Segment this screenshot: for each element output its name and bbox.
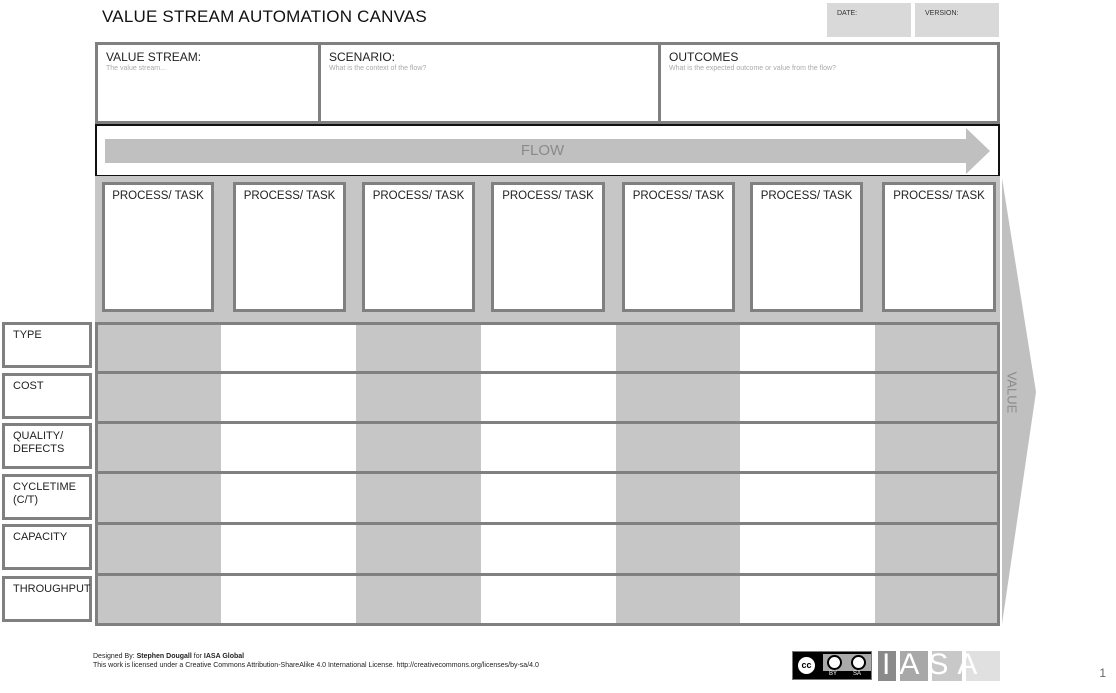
grid-column-shade	[616, 324, 740, 624]
row-label-type: TYPE	[2, 322, 92, 368]
process-task-6[interactable]	[750, 182, 863, 312]
process-task-label: PROCESS/ TASK	[893, 190, 985, 202]
flow-label: FLOW	[520, 142, 565, 159]
designer-name: Stephen Dougall	[136, 653, 192, 660]
process-task-label: PROCESS/ TASK	[632, 190, 725, 202]
logo-text: IASA	[882, 651, 987, 681]
designed-by-prefix: Designed By:	[93, 653, 135, 660]
canvas-title: VALUE STREAM AUTOMATION CANVAS	[102, 7, 427, 26]
scenario-hint: What is the context of the flow?	[329, 65, 427, 72]
scenario-label: SCENARIO:	[329, 50, 396, 64]
value-stream-hint: The value stream...	[106, 65, 166, 72]
date-label: DATE:	[837, 10, 858, 17]
row-label-cycletime: CYCLETIME (C/T)	[2, 474, 92, 520]
scenario-box[interactable]	[318, 42, 661, 124]
cc-sa-text: SA	[853, 671, 862, 677]
process-task-label: PROCESS/ TASK	[502, 190, 594, 202]
org-name: IASA Global	[203, 653, 245, 660]
process-task-label: PROCESS/ TASK	[372, 190, 465, 202]
for-text: for	[193, 653, 202, 660]
grid-row-line	[95, 573, 1000, 576]
process-task-label: PROCESS/ TASK	[112, 190, 204, 202]
cc-by-text: BY	[829, 671, 838, 677]
grid-row-line	[95, 322, 1000, 325]
row-label-quality: QUALITY/ DEFECTS	[2, 423, 92, 469]
page-number: 1	[1099, 666, 1106, 680]
value-stream-label: VALUE STREAM:	[106, 50, 202, 64]
grid-row-line	[95, 371, 1000, 374]
grid-column-shade	[98, 324, 221, 624]
date-field[interactable]	[827, 3, 911, 37]
grid-row-line	[95, 471, 1000, 474]
outcomes-label: OUTCOMES	[669, 50, 739, 64]
grid-column-shade	[875, 324, 999, 624]
grid-column-shade	[356, 324, 481, 624]
grid-row-line	[95, 522, 1000, 525]
grid-left-border	[95, 322, 98, 626]
outcomes-box[interactable]	[658, 42, 1000, 124]
row-label-throughput: THROUGHPUT	[2, 576, 92, 622]
row-label-capacity: CAPACITY	[2, 524, 92, 570]
cc-license-badge[interactable]	[792, 651, 872, 680]
sa-share-icon	[851, 655, 866, 670]
process-task-4[interactable]	[491, 182, 605, 312]
grid-row-line	[95, 623, 1000, 626]
process-task-3[interactable]	[362, 182, 475, 312]
grid-row-line	[95, 421, 1000, 424]
process-task-label: PROCESS/ TASK	[760, 190, 853, 202]
cc-badge-top	[823, 654, 871, 671]
process-task-1[interactable]	[102, 182, 214, 312]
process-task-7[interactable]	[882, 182, 996, 312]
version-label: VERSION:	[925, 10, 959, 17]
process-task-label: PROCESS/ TASK	[243, 190, 336, 202]
license-text: This work is licensed under a Creative Commons Attribution-ShareAlike 4.0 International License. http://creativecommons.org/licenses/by-sa/4.0	[93, 662, 539, 669]
row-label-cost: COST	[2, 373, 92, 419]
outcomes-hint: What is the expected outcome or value from the flow?	[669, 65, 836, 72]
version-field[interactable]	[915, 3, 999, 37]
process-task-2[interactable]	[233, 182, 346, 312]
cc-icon: cc	[796, 655, 817, 676]
by-person-icon	[827, 655, 842, 670]
process-task-5[interactable]	[622, 182, 735, 312]
value-label: VALUE	[1004, 371, 1020, 414]
designed-by	[93, 653, 244, 660]
iasa-logo	[878, 651, 1000, 681]
value-stream-box[interactable]	[95, 42, 321, 124]
